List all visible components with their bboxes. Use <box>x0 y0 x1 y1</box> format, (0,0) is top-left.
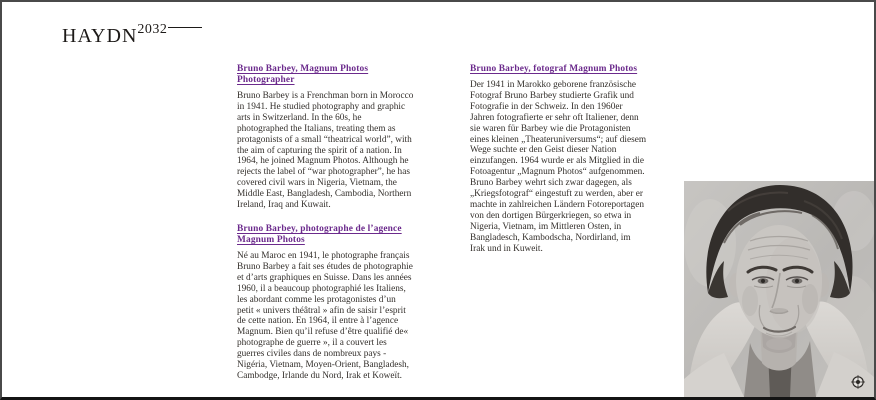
french-body-text: Né au Maroc en 1941, le photographe français Bruno Barbey a fait ses études de photographie et d’arts graphiques en Suisse. Dans les années 1960, il a beaucoup photographié les Italiens, les abordant comme les protagonistes d’un petit « univers théâtral » afin de saisir l’esprit de cette nation. En 1964, il entre à l’agence Magnum. Bien qu’il refuse d’être qualifié de« photographe de guerre », il a couvert les guerres civiles dans de nombreux pays - Nigéria, Vietnam, Moyen-Orient, Bangladesh, Cambodge, Irlande du Nord, Irak et Koweït. <box>237 250 413 381</box>
german-body-text: Der 1941 in Marokko geborene französische Fotograf Bruno Barbey studierte Grafik und Fotografie in der Schweiz. In den 1960er Jahren fotografierte er sehr oft Italiener, denn sie waren für Barbey wie die Protagonisten eines kleinen „Theateruniversums“; auf diesem Wege suchte er den Geist dieser Nation einzufangen. 1964 wurde er als Mitglied in die Fotoagentur „Magnum Photos“ aufgenommen. Bruno Barbey wehrt sich zwar dagegen, als „Kriegsfotograf“ eingestuft zu werden, aber er machte in zahlreichen Ländern Fotoreportagen von den dortigen Bürgerkriegen, so etwa in Nigeria, Vietnam, im Mittleren Osten, in Bangladesch, Kambodscha, Nordirland, im Irak und in Kuweit. <box>470 80 647 254</box>
column-left <box>237 64 414 395</box>
german-heading: Bruno Barbey, fotograf Magnum Photos <box>470 64 638 74</box>
logo-year-text: 2032 <box>137 22 168 37</box>
logo-rule <box>168 27 202 28</box>
portrait-photo <box>684 181 874 397</box>
logo-brand-text: HAYDN <box>62 25 138 47</box>
english-heading: Bruno Barbey, Magnum Photos Photographer <box>237 64 369 85</box>
section-german <box>470 64 647 255</box>
english-body-text: Bruno Barbey is a Frenchman born in Morocco in 1941. He studied photography and graphic arts in Switzerland. In the 60s, he photographed the Italians, treating them as protagonists of a small “theatrical world”, with the aim of capturing the spirit of a nation. In 1964, he joined Magnum Photos. Although he rejects the label of “war photographer”, he has covered civil wars in Nigeria, Vietnam, the Middle East, Bangladesh, Cambodia, Northern Ireland, Iraq and Kuwait. <box>237 91 414 211</box>
haydn-2032-logo <box>62 22 202 48</box>
section-english <box>237 64 414 211</box>
french-heading: Bruno Barbey, photographe de l’agence Magnum Photos <box>237 223 402 245</box>
section-french <box>237 224 414 382</box>
column-right <box>470 64 647 268</box>
portrait-photo-art <box>684 181 874 397</box>
